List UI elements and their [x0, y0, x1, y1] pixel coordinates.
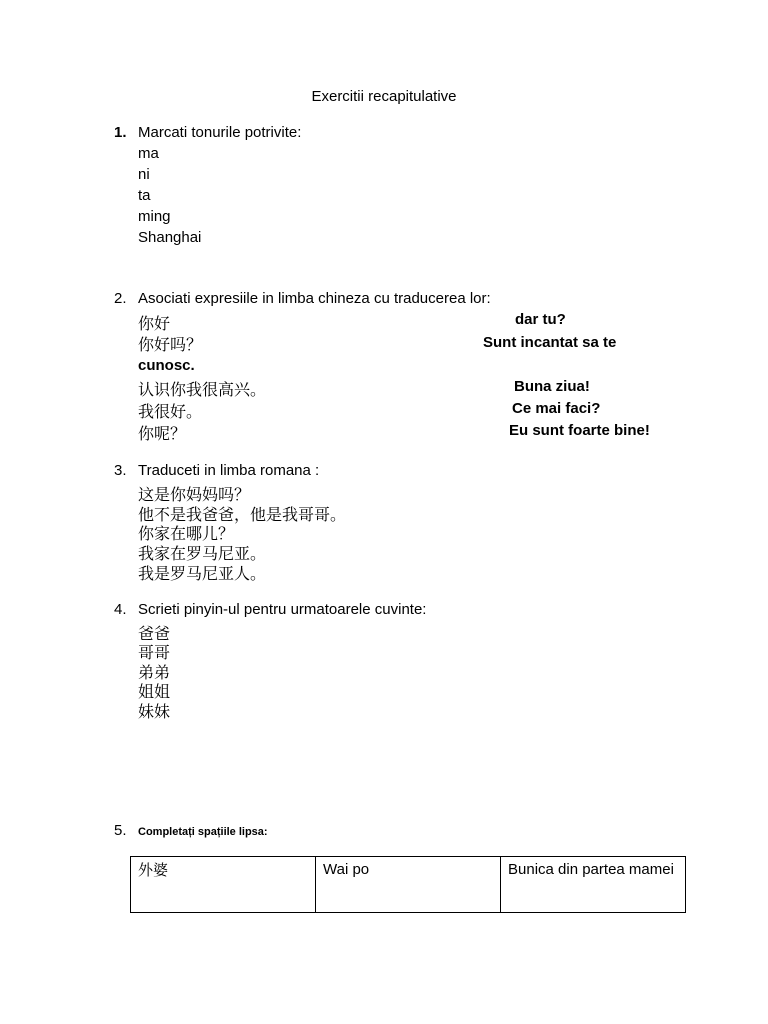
q3-item: 我家在罗马尼亚。	[138, 544, 267, 563]
table-row	[131, 857, 686, 913]
q1-item: ni	[138, 166, 150, 183]
q3-item: 他不是我爸爸，他是我哥哥。	[138, 505, 347, 524]
q2-chinese-phrase: 认识你我很高兴。	[138, 380, 267, 399]
table-cell-chinese: 外婆	[131, 857, 316, 913]
q1-item: ma	[138, 145, 159, 162]
q3-item: 你家在哪儿？	[138, 524, 235, 543]
q2-romanian-phrase: Ce mai faci?	[512, 400, 601, 417]
q4-number: 4.	[114, 601, 127, 618]
q5-table	[130, 856, 686, 913]
q2-romanian-phrase: dar tu?	[515, 311, 566, 328]
q1-item: ming	[138, 208, 171, 225]
q2-chinese-phrase: 我很好。	[138, 402, 203, 421]
q2-romanian-phrase: cunosc.	[138, 357, 195, 374]
q2-chinese-phrase: 你呢？	[138, 424, 187, 443]
q2-prompt: Asociati expresiile in limba chineza cu traducerea lor:	[138, 290, 491, 307]
q2-romanian-phrase: Eu sunt foarte bine!	[509, 422, 650, 439]
document-title: Exercitii recapitulative	[311, 88, 457, 105]
q4-item: 哥哥	[138, 643, 171, 662]
q1-prompt: Marcati tonurile potrivite:	[138, 124, 302, 141]
q4-prompt: Scrieti pinyin-ul pentru urmatoarele cuvinte:	[138, 601, 427, 618]
q4-item: 爸爸	[138, 624, 171, 643]
q2-chinese-phrase: 你好吗？	[138, 335, 203, 354]
q2-romanian-phrase: Buna ziua!	[514, 378, 590, 395]
q1-number: 1.	[114, 124, 127, 141]
q3-item: 我是罗马尼亚人。	[138, 564, 267, 583]
q1-item: ta	[138, 187, 151, 204]
q3-prompt: Traduceti in limba romana :	[138, 462, 320, 479]
table-cell-pinyin: Wai po	[316, 857, 501, 913]
q2-chinese-phrase: 你好	[138, 314, 171, 333]
table-cell-translation: Bunica din partea mamei	[501, 857, 686, 913]
q2-romanian-phrase: Sunt incantat sa te	[483, 334, 617, 351]
q5-number: 5.	[114, 822, 127, 839]
q3-number: 3.	[114, 462, 127, 479]
q4-item: 妹妹	[138, 702, 171, 721]
q5-prompt: Completați spațiile lipsa:	[138, 826, 268, 838]
q4-item: 姐姐	[138, 682, 171, 701]
q2-number: 2.	[114, 290, 127, 307]
q1-item: Shanghai	[138, 229, 202, 246]
q4-item: 弟弟	[138, 663, 171, 682]
q3-item: 这是你妈妈吗？	[138, 485, 251, 504]
